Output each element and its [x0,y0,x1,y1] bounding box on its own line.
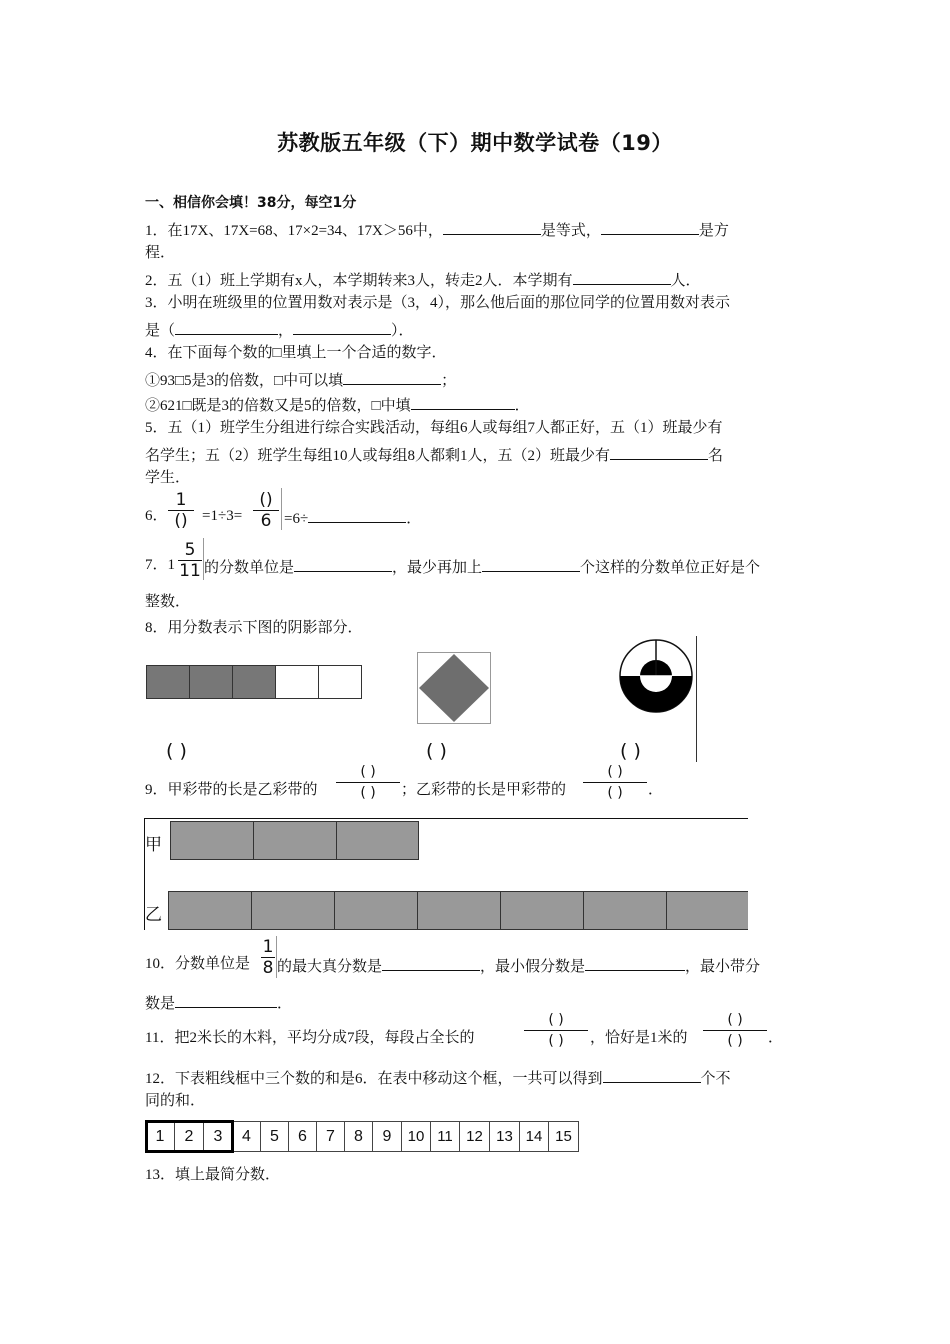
answer-blank[interactable] [308,506,406,523]
answer-fraction[interactable]: ( ) ( ) [336,762,400,803]
ribbon-yi-segment [583,891,667,930]
answer-blank[interactable] [603,1066,701,1083]
ribbon-jia-segment [253,821,337,860]
question-13: 13．填上最简分数． [145,1167,281,1183]
ribbon-jia-segment [170,821,254,860]
label-yi: 乙 [145,905,162,925]
question-10-label: 10．分数单位是 [145,956,251,972]
answer-blank[interactable] [411,393,515,410]
question-7: 的分数单位是 ，最少再加上 个这样的分数单位正好是个 [204,555,760,578]
question-5-end: 学生． [145,470,191,486]
table-cell: 10 [401,1121,431,1152]
ribbon-yi-segment [251,891,335,930]
question-1-cont: 程． [145,245,176,261]
table-cell: 7 [316,1121,345,1152]
table-cell: 1 [145,1121,175,1152]
answer-blank[interactable] [294,555,392,572]
page-title: 苏教版五年级（下）期中数学试卷（19） [277,131,673,155]
question-1: 1．在17X、17X=68、17×2=34、17X＞56中， 是等式， 是方 [145,218,729,241]
answer-blank[interactable] [585,954,685,971]
mixed-fraction: 5 11 [179,540,201,581]
table-cell: 13 [489,1121,520,1152]
ribbon-yi-segment [666,891,748,930]
answer-blank[interactable] [610,443,708,460]
table-cell: 12 [459,1121,490,1152]
answer-fraction[interactable]: ( ) ( ) [524,1010,588,1051]
ribbon-yi-segment [417,891,501,930]
table-cell: 11 [430,1121,460,1152]
table-cell: 6 [288,1121,317,1152]
ribbon-yi-segment [500,891,584,930]
question-3-cont: 是（ ， ）． [145,318,414,341]
answer-blank[interactable] [482,555,580,572]
bold-frame[interactable] [145,1120,234,1153]
question-9: 9．甲彩带的长是乙彩带的 [145,782,318,798]
answer-paren[interactable]: ( ) [620,740,641,762]
shaded-cell [189,665,233,699]
question-6-tail: =6÷ ． [284,506,421,529]
section-heading: 一、相信你会填！38分，每空1分 [145,195,357,211]
equation-text: =1÷3= [202,508,243,524]
empty-cell [318,665,362,699]
answer-blank[interactable] [293,318,391,335]
ribbon-yi-segment [334,891,418,930]
question-7-end: 整数． [145,594,191,610]
table-cell: 9 [372,1121,402,1152]
question-12: 12．下表粗线框中三个数的和是6．在表中移动这个框，一共可以得到 个不 [145,1066,731,1089]
table-cell: 5 [260,1121,289,1152]
question-2: 2．五（1）班上学期有x人，本学期转来3人，转走2人．本学期有 人． [145,268,701,291]
circle-figure [618,638,694,714]
shaded-cell [232,665,276,699]
question-11-end: ． [768,1030,784,1046]
shaded-cell [146,665,190,699]
fraction: () 6 [253,490,279,531]
answer-blank[interactable] [573,268,671,285]
answer-blank[interactable] [601,218,699,235]
fraction: 1 8 [262,937,274,978]
question-10-end: 数是 ． [145,991,292,1014]
question-4-part2: ②621□既是3的倍数又是5的倍数，□中填 ． [145,393,530,416]
answer-blank[interactable] [343,368,441,385]
empty-cell [275,665,319,699]
question-10: 的最大真分数是 ，最小假分数是 ，最小带分 [277,954,760,977]
answer-blank[interactable] [175,318,278,335]
question-4-part1: ①93□5是3的倍数，□中可以填 ； [145,368,456,391]
question-12-cont: 同的和． [145,1093,206,1109]
answer-paren[interactable]: ( ) [166,740,187,762]
question-5: 5．五（1）班学生分组进行综合实践活动，每组6人或每组7人都正好，五（1）班最少有 [145,420,723,436]
table-cell: 2 [174,1121,204,1152]
table-cell: 15 [548,1121,579,1152]
answer-paren[interactable]: ( ) [426,740,447,762]
diamond-square-figure [417,652,491,724]
question-4: 4．在下面每个数的□里填上一个合适的数字． [145,345,447,361]
answer-blank[interactable] [382,954,480,971]
answer-fraction[interactable]: ( ) ( ) [583,762,647,803]
question-11-mid: ，恰好是1米的 [590,1030,688,1046]
question-5-cont: 名学生；五（2）班学生每组10人或每组8人都剩1人，五（2）班最少有 名 [145,443,723,466]
question-11: 11．把2米长的木料，平均分成7段，每段占全长的 [145,1030,475,1046]
table-cell: 14 [519,1121,549,1152]
fraction: 1 () [168,490,194,531]
answer-blank[interactable] [443,218,541,235]
ribbon-yi-segment [168,891,252,930]
question-8: 8．用分数表示下图的阴影部分． [145,620,363,636]
question-7-label: 7．1 [145,557,176,573]
question-6-label: 6． [145,508,168,524]
question-3: 3．小明在班级里的位置用数对表示是（3，4），那么他后面的那位同学的位置用数对表示 [145,295,731,311]
answer-fraction[interactable]: ( ) ( ) [703,1010,767,1051]
table-cell: 4 [232,1121,261,1152]
answer-blank[interactable] [175,991,277,1008]
ribbon-jia-segment [336,821,419,860]
table-cell: 3 [203,1121,233,1152]
question-9-mid: ；乙彩带的长是甲彩带的 [401,782,567,798]
question-9-end: ． [648,782,664,798]
label-jia: 甲 [145,835,162,855]
table-cell: 8 [344,1121,373,1152]
